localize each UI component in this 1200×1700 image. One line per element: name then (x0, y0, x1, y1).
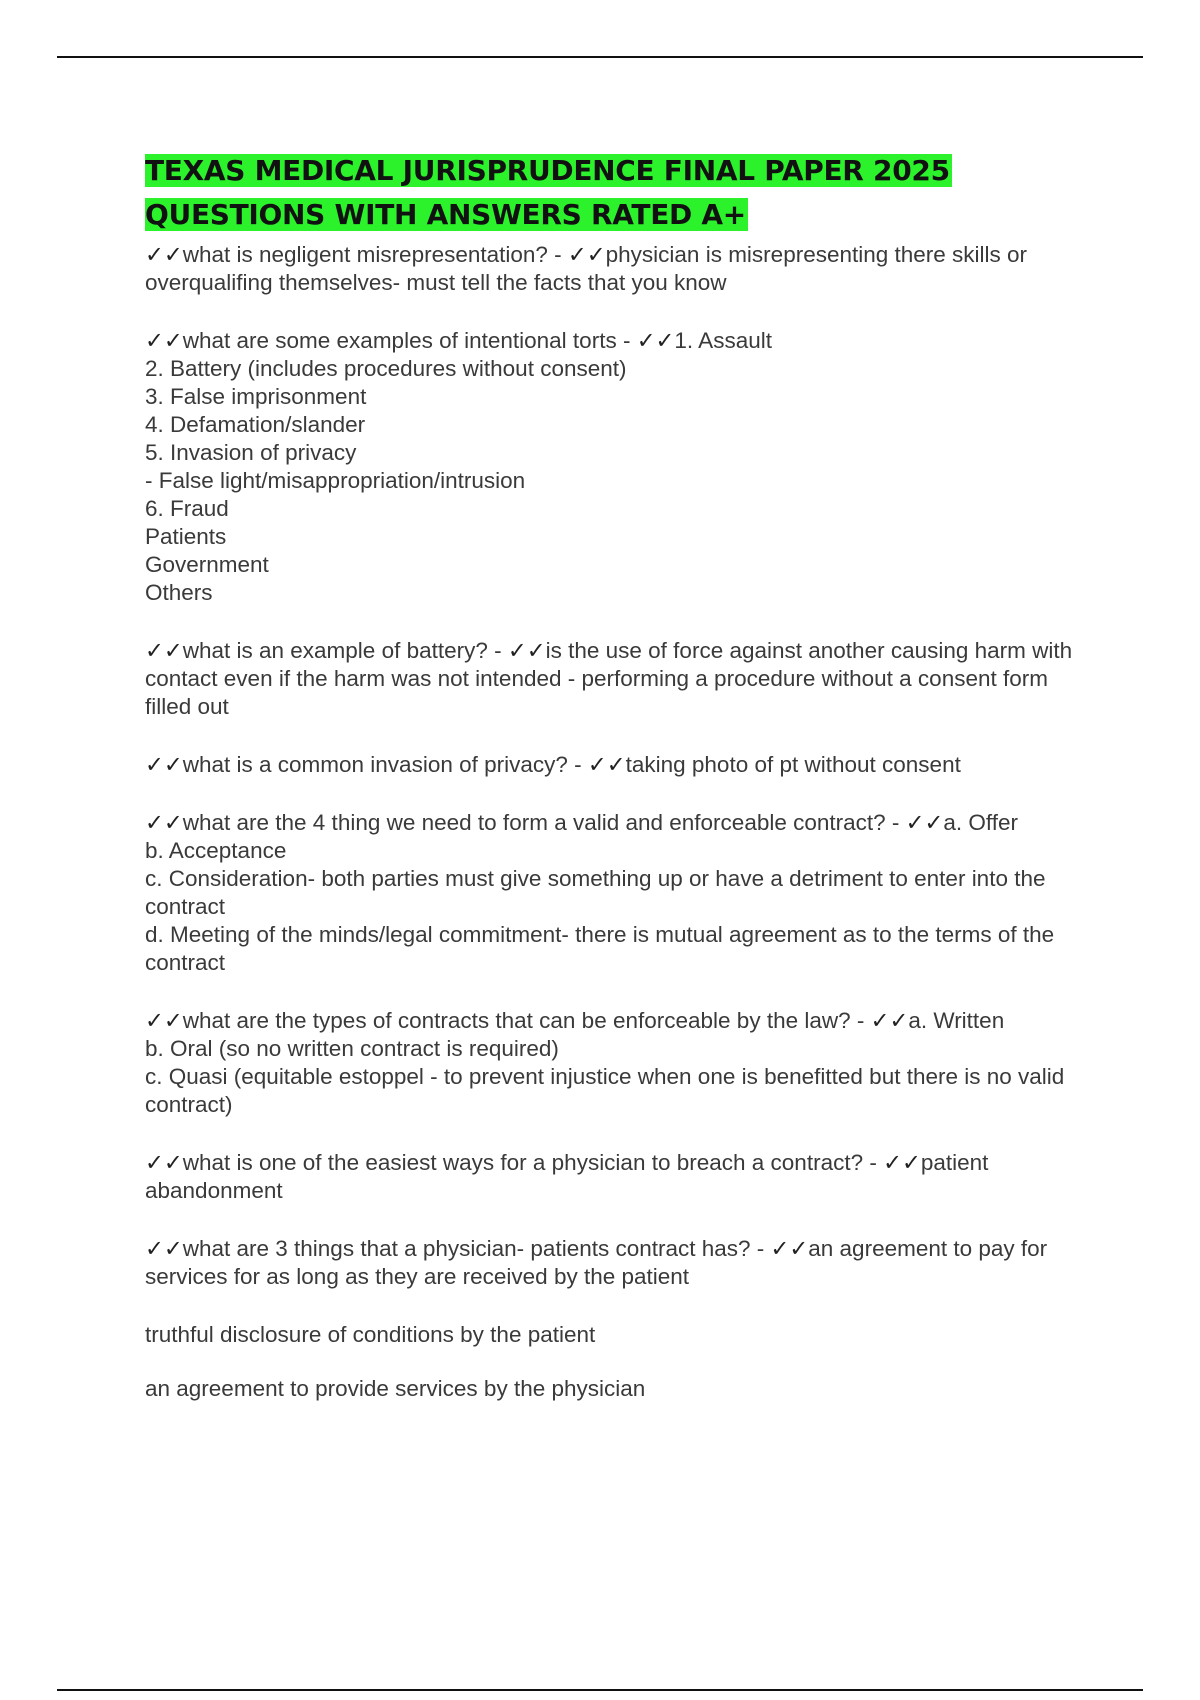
title-highlight-line-1: TEXAS MEDICAL JURISPRUDENCE FINAL PAPER 2025 (145, 154, 950, 187)
check-icon: ✓✓ (567, 242, 606, 267)
qa-item (145, 327, 1095, 607)
check-icon: ✓✓ (507, 638, 546, 663)
qa-item (145, 637, 1095, 721)
qa-item (145, 751, 1095, 779)
qa-question: what is negligent misrepresentation? - (182, 242, 568, 267)
check-icon: ✓✓ (145, 752, 183, 777)
qa-answer: a. Offer b. Acceptance c. Consideration- both parties must give something up or have a detriment to enter into the contract d. Meeting of the minds/legal commitment- there is mutual agreement as to the terms of the contract (145, 810, 1055, 975)
qa-item (145, 809, 1095, 977)
qa-item (145, 241, 1095, 297)
qa-answer: 1. Assault 2. Battery (includes procedures without consent) 3. False imprisonment 4. Defamation/slander 5. Invasion of privacy - False light/misappropriation/intrusion 6. Fraud Patients Government Others (145, 328, 772, 605)
answer-continuation: an agreement to provide services by the physician (145, 1376, 646, 1401)
qa-answer: physician is misrepresenting there skills or overqualifing themselves- must tell the facts that you know (145, 242, 1028, 295)
answer-continuation: truthful disclosure of conditions by the patient (145, 1322, 596, 1347)
header-rule (57, 56, 1143, 58)
check-icon: ✓✓ (145, 1150, 183, 1175)
qa-answer: a. Written b. Oral (so no written contract is required) c. Quasi (equitable estoppel - to prevent injustice when one is benefitted but there is no valid contract) (145, 1008, 1065, 1117)
qa-item (145, 1149, 1095, 1205)
check-icon: ✓✓ (145, 810, 183, 835)
footer-rule (57, 1689, 1143, 1691)
qa-answer: taking photo of pt without consent (625, 752, 961, 777)
qa-answer: is the use of force against another causing harm with contact even if the harm was not intended - performing a procedure without a consent form filled out (145, 638, 1073, 719)
check-icon: ✓✓ (145, 1008, 183, 1033)
check-icon: ✓✓ (883, 1150, 921, 1175)
check-icon: ✓✓ (636, 328, 675, 353)
qa-question: what are the 4 thing we need to form a valid and enforceable contract? - (182, 810, 906, 835)
qa-question: what are 3 things that a physician- patients contract has? - (182, 1236, 771, 1261)
check-icon: ✓✓ (587, 752, 626, 777)
qa-question: what is one of the easiest ways for a physician to breach a contract? - (182, 1150, 884, 1175)
check-icon: ✓✓ (145, 328, 183, 353)
qa-answer: patient abandonment (145, 1150, 989, 1203)
check-icon: ✓✓ (145, 1236, 183, 1261)
qa-question: what are some examples of intentional torts - (182, 328, 637, 353)
qa-question: what are the types of contracts that can be enforceable by the law? - (182, 1008, 871, 1033)
check-icon: ✓✓ (870, 1008, 909, 1033)
document-title (145, 149, 1095, 237)
qa-item (145, 1235, 1095, 1291)
check-icon: ✓✓ (145, 242, 183, 267)
qa-question: what is a common invasion of privacy? - (182, 752, 588, 777)
check-icon: ✓✓ (145, 638, 183, 663)
title-highlight-line-2: QUESTIONS WITH ANSWERS RATED A+ (145, 198, 746, 231)
qa-question: what is an example of battery? - (182, 638, 508, 663)
check-icon: ✓✓ (770, 1236, 809, 1261)
check-icon: ✓✓ (905, 810, 944, 835)
document-body (145, 149, 1095, 1429)
qa-item (145, 1007, 1095, 1119)
qa-answer: an agreement to pay for services for as long as they are received by the patient (145, 1236, 1048, 1289)
qa-list (145, 241, 1095, 1403)
